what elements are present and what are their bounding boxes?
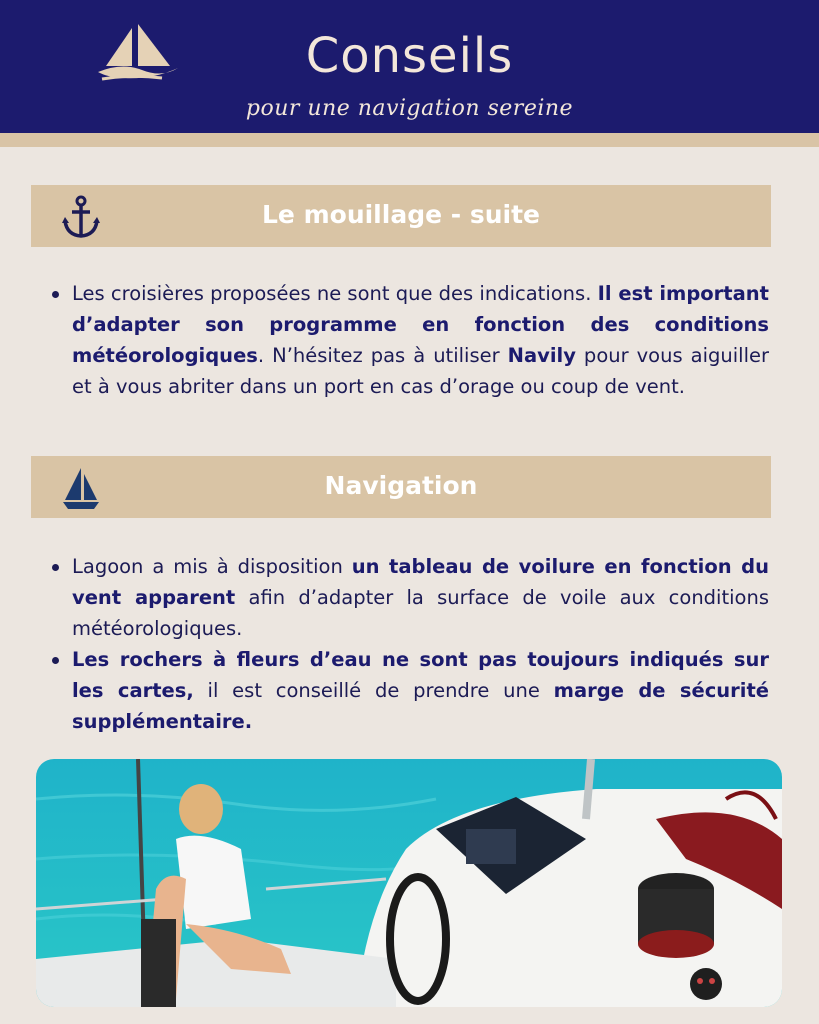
bold-text: Les rochers à fleurs d’eau ne sont pas toujours indiqués sur les cartes, bbox=[72, 648, 769, 702]
list-item bbox=[50, 278, 769, 402]
section-title: Le mouillage - suite bbox=[262, 200, 540, 229]
text-run: . N’hésitez pas à utiliser bbox=[257, 344, 508, 367]
bold-text: un tableau de voilure en fonction du vent apparent bbox=[72, 555, 769, 609]
bold-text: Il est important d’adapter son programme en fonction des conditions météorologiques bbox=[72, 282, 769, 367]
text-run: Lagoon a mis à disposition bbox=[72, 555, 352, 578]
text-run: pour vous aiguiller et à vous abriter dans un port en cas d’orage ou coup de vent. bbox=[72, 344, 770, 398]
section-list bbox=[50, 551, 769, 737]
text-run: il est conseillé de prendre une bbox=[193, 679, 554, 702]
header-stripe bbox=[0, 133, 819, 147]
list-item bbox=[50, 644, 769, 737]
page-header bbox=[0, 0, 819, 133]
list-item bbox=[50, 551, 769, 644]
text-run: Les croisières proposées ne sont que des indications. bbox=[72, 282, 598, 305]
text-run: afin d’adapter la surface de voile aux conditions météorologiques. bbox=[72, 586, 769, 640]
section-header-mouillage bbox=[31, 185, 771, 247]
page-title: Conseils bbox=[305, 28, 514, 84]
section-header-navigation bbox=[31, 456, 771, 518]
bold-text: marge de sécurité supplémentaire. bbox=[72, 679, 769, 733]
page-subtitle: pour une navigation sereine bbox=[245, 96, 574, 121]
bold-text: Navily bbox=[507, 344, 576, 367]
boat-deck-photo bbox=[36, 759, 782, 1007]
section-list bbox=[50, 278, 769, 402]
section-title: Navigation bbox=[324, 471, 478, 500]
